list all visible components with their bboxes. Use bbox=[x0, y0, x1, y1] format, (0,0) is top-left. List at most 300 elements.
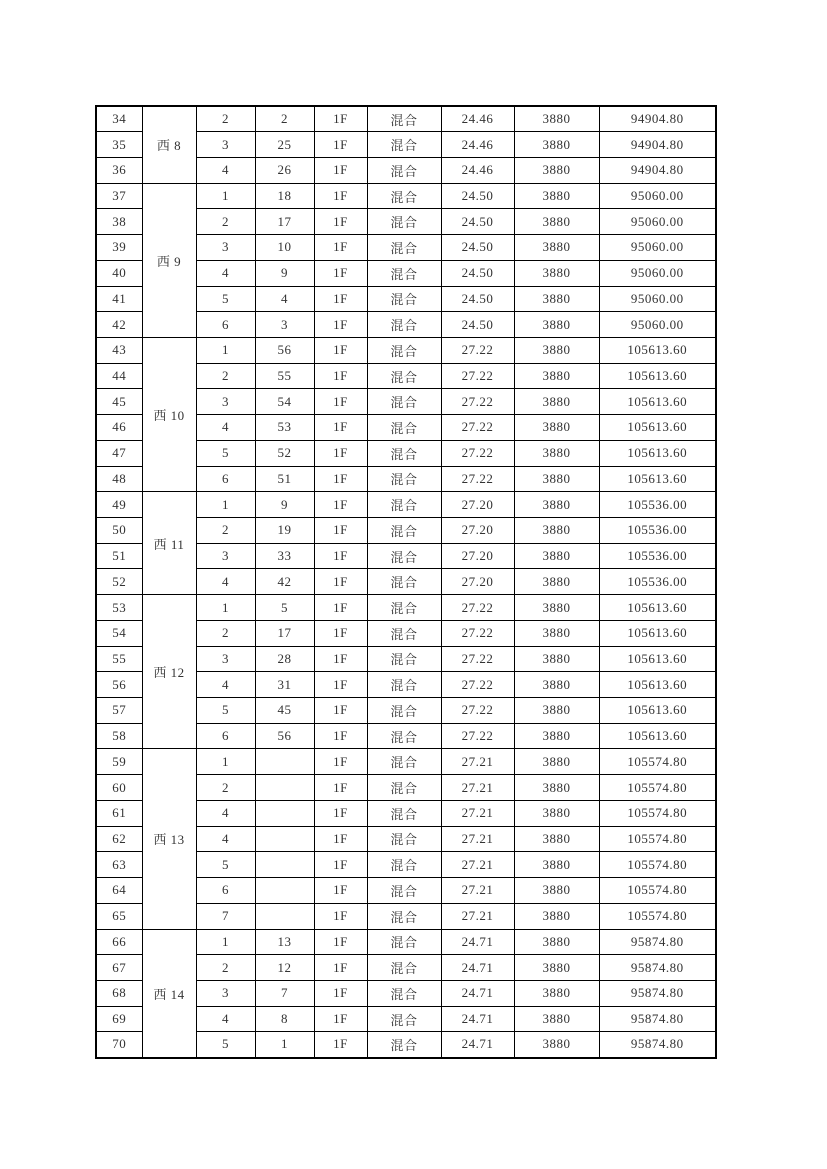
cell-area: 24.50 bbox=[441, 286, 514, 312]
cell-unit-no: 12 bbox=[255, 955, 314, 981]
cell-area: 27.21 bbox=[441, 878, 514, 904]
cell-floor: 1F bbox=[314, 543, 367, 569]
cell-total-price: 105613.60 bbox=[599, 415, 716, 441]
cell-total-price: 95874.80 bbox=[599, 1032, 716, 1058]
cell-type: 混合 bbox=[367, 312, 441, 338]
cell-seq: 4 bbox=[196, 672, 255, 698]
cell-unit-no: 13 bbox=[255, 929, 314, 955]
cell-seq: 1 bbox=[196, 749, 255, 775]
cell-unit-no: 42 bbox=[255, 569, 314, 595]
cell-seq: 3 bbox=[196, 132, 255, 158]
cell-row-index: 40 bbox=[96, 260, 142, 286]
cell-row-index: 60 bbox=[96, 775, 142, 801]
cell-total-price: 105613.60 bbox=[599, 466, 716, 492]
cell-unit-price: 3880 bbox=[514, 209, 599, 235]
cell-row-index: 57 bbox=[96, 698, 142, 724]
cell-floor: 1F bbox=[314, 620, 367, 646]
table-row bbox=[96, 337, 716, 363]
cell-floor: 1F bbox=[314, 955, 367, 981]
cell-floor: 1F bbox=[314, 723, 367, 749]
cell-seq: 1 bbox=[196, 595, 255, 621]
table-row bbox=[96, 929, 716, 955]
cell-unit-price: 3880 bbox=[514, 980, 599, 1006]
cell-total-price: 105613.60 bbox=[599, 337, 716, 363]
cell-total-price: 105613.60 bbox=[599, 723, 716, 749]
cell-seq: 3 bbox=[196, 543, 255, 569]
cell-row-index: 41 bbox=[96, 286, 142, 312]
cell-floor: 1F bbox=[314, 672, 367, 698]
cell-unit-no: 7 bbox=[255, 980, 314, 1006]
cell-row-index: 62 bbox=[96, 826, 142, 852]
cell-area: 27.21 bbox=[441, 826, 514, 852]
cell-area: 24.50 bbox=[441, 260, 514, 286]
cell-total-price: 105536.00 bbox=[599, 492, 716, 518]
units-table-body bbox=[96, 106, 716, 1058]
cell-area: 24.71 bbox=[441, 955, 514, 981]
cell-total-price: 95874.80 bbox=[599, 929, 716, 955]
cell-seq: 6 bbox=[196, 312, 255, 338]
cell-type: 混合 bbox=[367, 466, 441, 492]
cell-unit-no bbox=[255, 878, 314, 904]
cell-seq: 3 bbox=[196, 389, 255, 415]
cell-floor: 1F bbox=[314, 337, 367, 363]
cell-area: 27.21 bbox=[441, 800, 514, 826]
cell-area: 27.21 bbox=[441, 749, 514, 775]
cell-total-price: 94904.80 bbox=[599, 106, 716, 132]
cell-total-price: 105574.80 bbox=[599, 852, 716, 878]
cell-unit-no bbox=[255, 749, 314, 775]
cell-unit-price: 3880 bbox=[514, 698, 599, 724]
cell-row-index: 65 bbox=[96, 903, 142, 929]
cell-type: 混合 bbox=[367, 518, 441, 544]
cell-unit-price: 3880 bbox=[514, 389, 599, 415]
cell-seq: 2 bbox=[196, 209, 255, 235]
cell-type: 混合 bbox=[367, 183, 441, 209]
cell-area: 27.20 bbox=[441, 492, 514, 518]
cell-total-price: 95874.80 bbox=[599, 980, 716, 1006]
cell-area: 27.22 bbox=[441, 415, 514, 441]
cell-area: 27.22 bbox=[441, 595, 514, 621]
cell-type: 混合 bbox=[367, 157, 441, 183]
cell-type: 混合 bbox=[367, 389, 441, 415]
cell-unit-no: 55 bbox=[255, 363, 314, 389]
cell-area: 24.50 bbox=[441, 183, 514, 209]
cell-unit-price: 3880 bbox=[514, 337, 599, 363]
cell-unit-no bbox=[255, 903, 314, 929]
cell-floor: 1F bbox=[314, 312, 367, 338]
cell-type: 混合 bbox=[367, 800, 441, 826]
cell-unit-price: 3880 bbox=[514, 1032, 599, 1058]
table-row bbox=[96, 106, 716, 132]
cell-floor: 1F bbox=[314, 800, 367, 826]
cell-floor: 1F bbox=[314, 415, 367, 441]
cell-area: 24.71 bbox=[441, 980, 514, 1006]
cell-unit-no: 26 bbox=[255, 157, 314, 183]
cell-total-price: 95060.00 bbox=[599, 286, 716, 312]
cell-seq: 4 bbox=[196, 415, 255, 441]
cell-row-index: 69 bbox=[96, 1006, 142, 1032]
cell-total-price: 94904.80 bbox=[599, 132, 716, 158]
cell-unit-no: 4 bbox=[255, 286, 314, 312]
cell-seq: 4 bbox=[196, 260, 255, 286]
cell-floor: 1F bbox=[314, 466, 367, 492]
cell-unit-no: 9 bbox=[255, 260, 314, 286]
cell-unit-price: 3880 bbox=[514, 132, 599, 158]
cell-seq: 5 bbox=[196, 286, 255, 312]
cell-type: 混合 bbox=[367, 646, 441, 672]
cell-seq: 4 bbox=[196, 157, 255, 183]
cell-total-price: 105536.00 bbox=[599, 543, 716, 569]
cell-row-index: 64 bbox=[96, 878, 142, 904]
cell-total-price: 95060.00 bbox=[599, 183, 716, 209]
cell-floor: 1F bbox=[314, 132, 367, 158]
cell-floor: 1F bbox=[314, 646, 367, 672]
cell-row-index: 50 bbox=[96, 518, 142, 544]
cell-unit-price: 3880 bbox=[514, 595, 599, 621]
cell-type: 混合 bbox=[367, 543, 441, 569]
table-row bbox=[96, 749, 716, 775]
cell-floor: 1F bbox=[314, 929, 367, 955]
cell-type: 混合 bbox=[367, 132, 441, 158]
cell-area: 27.22 bbox=[441, 389, 514, 415]
cell-total-price: 105613.60 bbox=[599, 389, 716, 415]
cell-unit-no bbox=[255, 852, 314, 878]
cell-unit-price: 3880 bbox=[514, 363, 599, 389]
cell-building-name: 西 13 bbox=[142, 749, 196, 929]
cell-seq: 5 bbox=[196, 698, 255, 724]
cell-floor: 1F bbox=[314, 440, 367, 466]
cell-row-index: 35 bbox=[96, 132, 142, 158]
cell-area: 27.21 bbox=[441, 775, 514, 801]
table-row bbox=[96, 595, 716, 621]
cell-floor: 1F bbox=[314, 235, 367, 261]
cell-unit-no: 8 bbox=[255, 1006, 314, 1032]
cell-type: 混合 bbox=[367, 980, 441, 1006]
cell-unit-no bbox=[255, 826, 314, 852]
cell-unit-price: 3880 bbox=[514, 543, 599, 569]
cell-building-name: 西 14 bbox=[142, 929, 196, 1058]
cell-row-index: 42 bbox=[96, 312, 142, 338]
cell-unit-no: 19 bbox=[255, 518, 314, 544]
cell-floor: 1F bbox=[314, 389, 367, 415]
cell-area: 24.46 bbox=[441, 132, 514, 158]
cell-seq: 1 bbox=[196, 337, 255, 363]
cell-type: 混合 bbox=[367, 749, 441, 775]
cell-unit-price: 3880 bbox=[514, 286, 599, 312]
cell-unit-price: 3880 bbox=[514, 852, 599, 878]
cell-area: 27.22 bbox=[441, 466, 514, 492]
cell-type: 混合 bbox=[367, 209, 441, 235]
cell-area: 24.50 bbox=[441, 312, 514, 338]
cell-row-index: 51 bbox=[96, 543, 142, 569]
cell-type: 混合 bbox=[367, 363, 441, 389]
cell-area: 27.21 bbox=[441, 852, 514, 878]
cell-type: 混合 bbox=[367, 595, 441, 621]
cell-total-price: 105574.80 bbox=[599, 878, 716, 904]
cell-floor: 1F bbox=[314, 106, 367, 132]
cell-row-index: 61 bbox=[96, 800, 142, 826]
cell-seq: 2 bbox=[196, 518, 255, 544]
cell-seq: 2 bbox=[196, 775, 255, 801]
cell-total-price: 105536.00 bbox=[599, 569, 716, 595]
cell-area: 27.22 bbox=[441, 723, 514, 749]
cell-row-index: 36 bbox=[96, 157, 142, 183]
cell-building-name: 西 8 bbox=[142, 106, 196, 183]
cell-unit-price: 3880 bbox=[514, 723, 599, 749]
cell-unit-no: 28 bbox=[255, 646, 314, 672]
cell-unit-price: 3880 bbox=[514, 440, 599, 466]
cell-unit-price: 3880 bbox=[514, 157, 599, 183]
cell-type: 混合 bbox=[367, 106, 441, 132]
cell-unit-price: 3880 bbox=[514, 749, 599, 775]
cell-unit-no: 3 bbox=[255, 312, 314, 338]
cell-floor: 1F bbox=[314, 569, 367, 595]
cell-unit-price: 3880 bbox=[514, 492, 599, 518]
cell-row-index: 66 bbox=[96, 929, 142, 955]
cell-seq: 5 bbox=[196, 852, 255, 878]
cell-unit-price: 3880 bbox=[514, 955, 599, 981]
cell-unit-price: 3880 bbox=[514, 260, 599, 286]
cell-row-index: 52 bbox=[96, 569, 142, 595]
cell-type: 混合 bbox=[367, 1006, 441, 1032]
cell-row-index: 70 bbox=[96, 1032, 142, 1058]
cell-floor: 1F bbox=[314, 775, 367, 801]
cell-type: 混合 bbox=[367, 698, 441, 724]
cell-area: 27.20 bbox=[441, 543, 514, 569]
cell-unit-no: 33 bbox=[255, 543, 314, 569]
cell-unit-no: 25 bbox=[255, 132, 314, 158]
cell-area: 27.22 bbox=[441, 440, 514, 466]
cell-floor: 1F bbox=[314, 1032, 367, 1058]
cell-floor: 1F bbox=[314, 183, 367, 209]
cell-unit-no bbox=[255, 775, 314, 801]
cell-seq: 7 bbox=[196, 903, 255, 929]
cell-area: 27.22 bbox=[441, 698, 514, 724]
cell-total-price: 95874.80 bbox=[599, 1006, 716, 1032]
cell-unit-price: 3880 bbox=[514, 800, 599, 826]
units-table bbox=[95, 105, 717, 1059]
cell-row-index: 54 bbox=[96, 620, 142, 646]
cell-area: 24.46 bbox=[441, 106, 514, 132]
cell-building-name: 西 11 bbox=[142, 492, 196, 595]
cell-unit-price: 3880 bbox=[514, 1006, 599, 1032]
cell-row-index: 59 bbox=[96, 749, 142, 775]
cell-unit-price: 3880 bbox=[514, 569, 599, 595]
cell-unit-no: 56 bbox=[255, 337, 314, 363]
cell-total-price: 105613.60 bbox=[599, 595, 716, 621]
cell-row-index: 58 bbox=[96, 723, 142, 749]
cell-seq: 6 bbox=[196, 878, 255, 904]
cell-row-index: 46 bbox=[96, 415, 142, 441]
cell-unit-price: 3880 bbox=[514, 466, 599, 492]
cell-total-price: 95060.00 bbox=[599, 312, 716, 338]
cell-total-price: 105613.60 bbox=[599, 672, 716, 698]
cell-unit-no: 17 bbox=[255, 620, 314, 646]
cell-unit-no: 9 bbox=[255, 492, 314, 518]
cell-area: 27.22 bbox=[441, 337, 514, 363]
cell-unit-no: 53 bbox=[255, 415, 314, 441]
cell-seq: 4 bbox=[196, 800, 255, 826]
cell-type: 混合 bbox=[367, 620, 441, 646]
cell-floor: 1F bbox=[314, 980, 367, 1006]
cell-unit-price: 3880 bbox=[514, 620, 599, 646]
cell-floor: 1F bbox=[314, 209, 367, 235]
cell-unit-no: 17 bbox=[255, 209, 314, 235]
cell-total-price: 105613.60 bbox=[599, 363, 716, 389]
cell-row-index: 53 bbox=[96, 595, 142, 621]
cell-row-index: 63 bbox=[96, 852, 142, 878]
cell-unit-price: 3880 bbox=[514, 903, 599, 929]
cell-floor: 1F bbox=[314, 1006, 367, 1032]
cell-unit-price: 3880 bbox=[514, 312, 599, 338]
cell-floor: 1F bbox=[314, 363, 367, 389]
cell-seq: 2 bbox=[196, 620, 255, 646]
cell-floor: 1F bbox=[314, 878, 367, 904]
table-row bbox=[96, 183, 716, 209]
cell-type: 混合 bbox=[367, 955, 441, 981]
cell-area: 24.71 bbox=[441, 929, 514, 955]
cell-floor: 1F bbox=[314, 518, 367, 544]
cell-row-index: 34 bbox=[96, 106, 142, 132]
cell-total-price: 105574.80 bbox=[599, 749, 716, 775]
cell-seq: 5 bbox=[196, 1032, 255, 1058]
cell-total-price: 105574.80 bbox=[599, 903, 716, 929]
cell-seq: 4 bbox=[196, 826, 255, 852]
cell-seq: 1 bbox=[196, 929, 255, 955]
cell-total-price: 105574.80 bbox=[599, 800, 716, 826]
cell-unit-no: 10 bbox=[255, 235, 314, 261]
cell-seq: 4 bbox=[196, 569, 255, 595]
cell-type: 混合 bbox=[367, 672, 441, 698]
cell-total-price: 105613.60 bbox=[599, 440, 716, 466]
cell-type: 混合 bbox=[367, 286, 441, 312]
cell-floor: 1F bbox=[314, 749, 367, 775]
cell-floor: 1F bbox=[314, 157, 367, 183]
cell-unit-price: 3880 bbox=[514, 826, 599, 852]
cell-unit-no: 52 bbox=[255, 440, 314, 466]
cell-unit-no: 5 bbox=[255, 595, 314, 621]
cell-type: 混合 bbox=[367, 852, 441, 878]
cell-total-price: 95060.00 bbox=[599, 235, 716, 261]
cell-total-price: 95874.80 bbox=[599, 955, 716, 981]
cell-area: 24.50 bbox=[441, 235, 514, 261]
cell-total-price: 95060.00 bbox=[599, 260, 716, 286]
cell-unit-no: 45 bbox=[255, 698, 314, 724]
cell-total-price: 105536.00 bbox=[599, 518, 716, 544]
cell-area: 27.20 bbox=[441, 569, 514, 595]
cell-area: 24.46 bbox=[441, 157, 514, 183]
cell-seq: 4 bbox=[196, 1006, 255, 1032]
cell-seq: 3 bbox=[196, 646, 255, 672]
cell-seq: 2 bbox=[196, 955, 255, 981]
cell-unit-price: 3880 bbox=[514, 672, 599, 698]
cell-building-name: 西 12 bbox=[142, 595, 196, 749]
cell-area: 27.22 bbox=[441, 620, 514, 646]
cell-row-index: 48 bbox=[96, 466, 142, 492]
cell-row-index: 49 bbox=[96, 492, 142, 518]
cell-total-price: 105613.60 bbox=[599, 620, 716, 646]
cell-unit-price: 3880 bbox=[514, 415, 599, 441]
cell-row-index: 39 bbox=[96, 235, 142, 261]
cell-unit-price: 3880 bbox=[514, 235, 599, 261]
cell-total-price: 94904.80 bbox=[599, 157, 716, 183]
cell-type: 混合 bbox=[367, 415, 441, 441]
cell-area: 24.71 bbox=[441, 1032, 514, 1058]
cell-row-index: 47 bbox=[96, 440, 142, 466]
cell-unit-price: 3880 bbox=[514, 646, 599, 672]
cell-seq: 2 bbox=[196, 106, 255, 132]
cell-seq: 5 bbox=[196, 440, 255, 466]
cell-unit-no: 1 bbox=[255, 1032, 314, 1058]
cell-row-index: 55 bbox=[96, 646, 142, 672]
cell-area: 27.21 bbox=[441, 903, 514, 929]
cell-floor: 1F bbox=[314, 595, 367, 621]
cell-total-price: 105574.80 bbox=[599, 775, 716, 801]
cell-unit-no: 2 bbox=[255, 106, 314, 132]
cell-unit-price: 3880 bbox=[514, 775, 599, 801]
cell-floor: 1F bbox=[314, 286, 367, 312]
cell-floor: 1F bbox=[314, 826, 367, 852]
cell-building-name: 西 9 bbox=[142, 183, 196, 337]
cell-type: 混合 bbox=[367, 826, 441, 852]
cell-floor: 1F bbox=[314, 260, 367, 286]
cell-area: 27.22 bbox=[441, 363, 514, 389]
cell-type: 混合 bbox=[367, 903, 441, 929]
cell-type: 混合 bbox=[367, 723, 441, 749]
cell-seq: 6 bbox=[196, 466, 255, 492]
cell-type: 混合 bbox=[367, 337, 441, 363]
cell-total-price: 105613.60 bbox=[599, 646, 716, 672]
cell-row-index: 37 bbox=[96, 183, 142, 209]
cell-seq: 1 bbox=[196, 492, 255, 518]
cell-seq: 2 bbox=[196, 363, 255, 389]
cell-unit-price: 3880 bbox=[514, 929, 599, 955]
cell-row-index: 67 bbox=[96, 955, 142, 981]
cell-type: 混合 bbox=[367, 878, 441, 904]
cell-row-index: 44 bbox=[96, 363, 142, 389]
cell-row-index: 56 bbox=[96, 672, 142, 698]
cell-floor: 1F bbox=[314, 903, 367, 929]
cell-type: 混合 bbox=[367, 929, 441, 955]
cell-area: 27.22 bbox=[441, 646, 514, 672]
cell-row-index: 68 bbox=[96, 980, 142, 1006]
cell-unit-no: 18 bbox=[255, 183, 314, 209]
cell-type: 混合 bbox=[367, 569, 441, 595]
cell-type: 混合 bbox=[367, 775, 441, 801]
cell-unit-no: 56 bbox=[255, 723, 314, 749]
cell-area: 27.22 bbox=[441, 672, 514, 698]
cell-type: 混合 bbox=[367, 1032, 441, 1058]
cell-type: 混合 bbox=[367, 260, 441, 286]
cell-area: 24.71 bbox=[441, 1006, 514, 1032]
cell-row-index: 45 bbox=[96, 389, 142, 415]
cell-unit-price: 3880 bbox=[514, 183, 599, 209]
cell-type: 混合 bbox=[367, 492, 441, 518]
cell-seq: 6 bbox=[196, 723, 255, 749]
cell-total-price: 95060.00 bbox=[599, 209, 716, 235]
cell-area: 27.20 bbox=[441, 518, 514, 544]
cell-unit-no bbox=[255, 800, 314, 826]
table-row bbox=[96, 492, 716, 518]
cell-floor: 1F bbox=[314, 698, 367, 724]
cell-seq: 1 bbox=[196, 183, 255, 209]
cell-unit-price: 3880 bbox=[514, 518, 599, 544]
cell-total-price: 105613.60 bbox=[599, 698, 716, 724]
cell-total-price: 105574.80 bbox=[599, 826, 716, 852]
cell-unit-no: 54 bbox=[255, 389, 314, 415]
cell-unit-price: 3880 bbox=[514, 106, 599, 132]
cell-row-index: 43 bbox=[96, 337, 142, 363]
